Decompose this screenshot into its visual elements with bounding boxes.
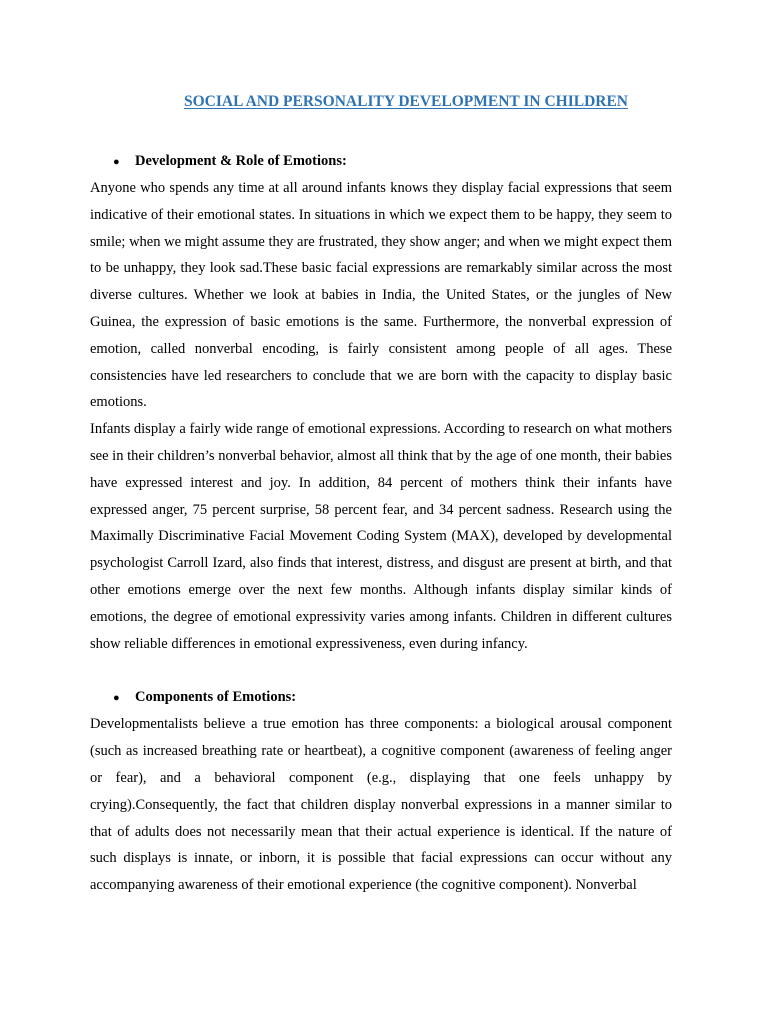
paragraph: Anyone who spends any time at all around infants knows they display facial expressions that seem indicative of their emotional states. In situations in which we expect them to be happy, they seem to smile; when we might assume they are frustrated, they show anger; and when we might expect them to be unhappy, they look sad.These basic facial expressions are remarkably similar across the most diverse cultures. Whether we look at babies in India, the United States, or the jungles of New Guinea, the expression of basic emotions is the same. Furthermore, the nonverbal expression of emotion, called nonverbal encoding, is fairly consistent among people of all ages. These consistencies have led researchers to conclude that we are born with the capacity to display basic emotions. xyxy=(90,180,672,411)
document-title: SOCIAL AND PERSONALITY DEVELOPMENT IN CHILDREN xyxy=(184,93,628,110)
document-body xyxy=(90,148,672,899)
section-development-role-of-emotions xyxy=(90,148,672,657)
section-heading-text: Development & Role of Emotions: xyxy=(135,153,347,169)
section-heading xyxy=(90,684,672,711)
bullet-icon: ● xyxy=(113,155,120,168)
section-heading xyxy=(90,148,672,175)
paragraph: Infants display a fairly wide range of emotional expressions. According to research on what mothers see in their children’s nonverbal behavior, almost all think that by the age of one month, their babies have expressed interest and joy. In addition, 84 percent of mothers think their infants have expressed anger, 75 percent surprise, 58 percent fear, and 34 percent sadness. Research using the Maximally Discriminative Facial Movement Coding System (MAX), developed by developmental psychologist Carroll Izard, also finds that interest, distress, and disgust are present at birth, and that other emotions emerge over the next few months. Although infants display similar kinds of emotions, the degree of emotional expressivity varies among infants. Children in different cultures show reliable differences in emotional expressiveness, even during infancy. xyxy=(90,421,672,652)
paragraph: Developmentalists believe a true emotion has three components: a biological arousal component (such as increased breathing rate or heartbeat), a cognitive component (awareness of feeling anger or fear), and a behavioral component (e.g., displaying that one feels unhappy by crying).Consequently, the fact that children display nonverbal expressions in a manner similar to that of adults does not necessarily mean that their actual experience is identical. If the nature of such displays is innate, or inborn, it is possible that facial expressions can occur without any accompanying awareness of their emotional experience (the cognitive component). Nonverbal xyxy=(90,716,672,894)
section-heading-text: Components of Emotions: xyxy=(135,689,297,706)
section-components-of-emotions xyxy=(90,684,672,899)
section-spacer xyxy=(90,657,672,684)
bullet-icon: ● xyxy=(113,691,120,704)
